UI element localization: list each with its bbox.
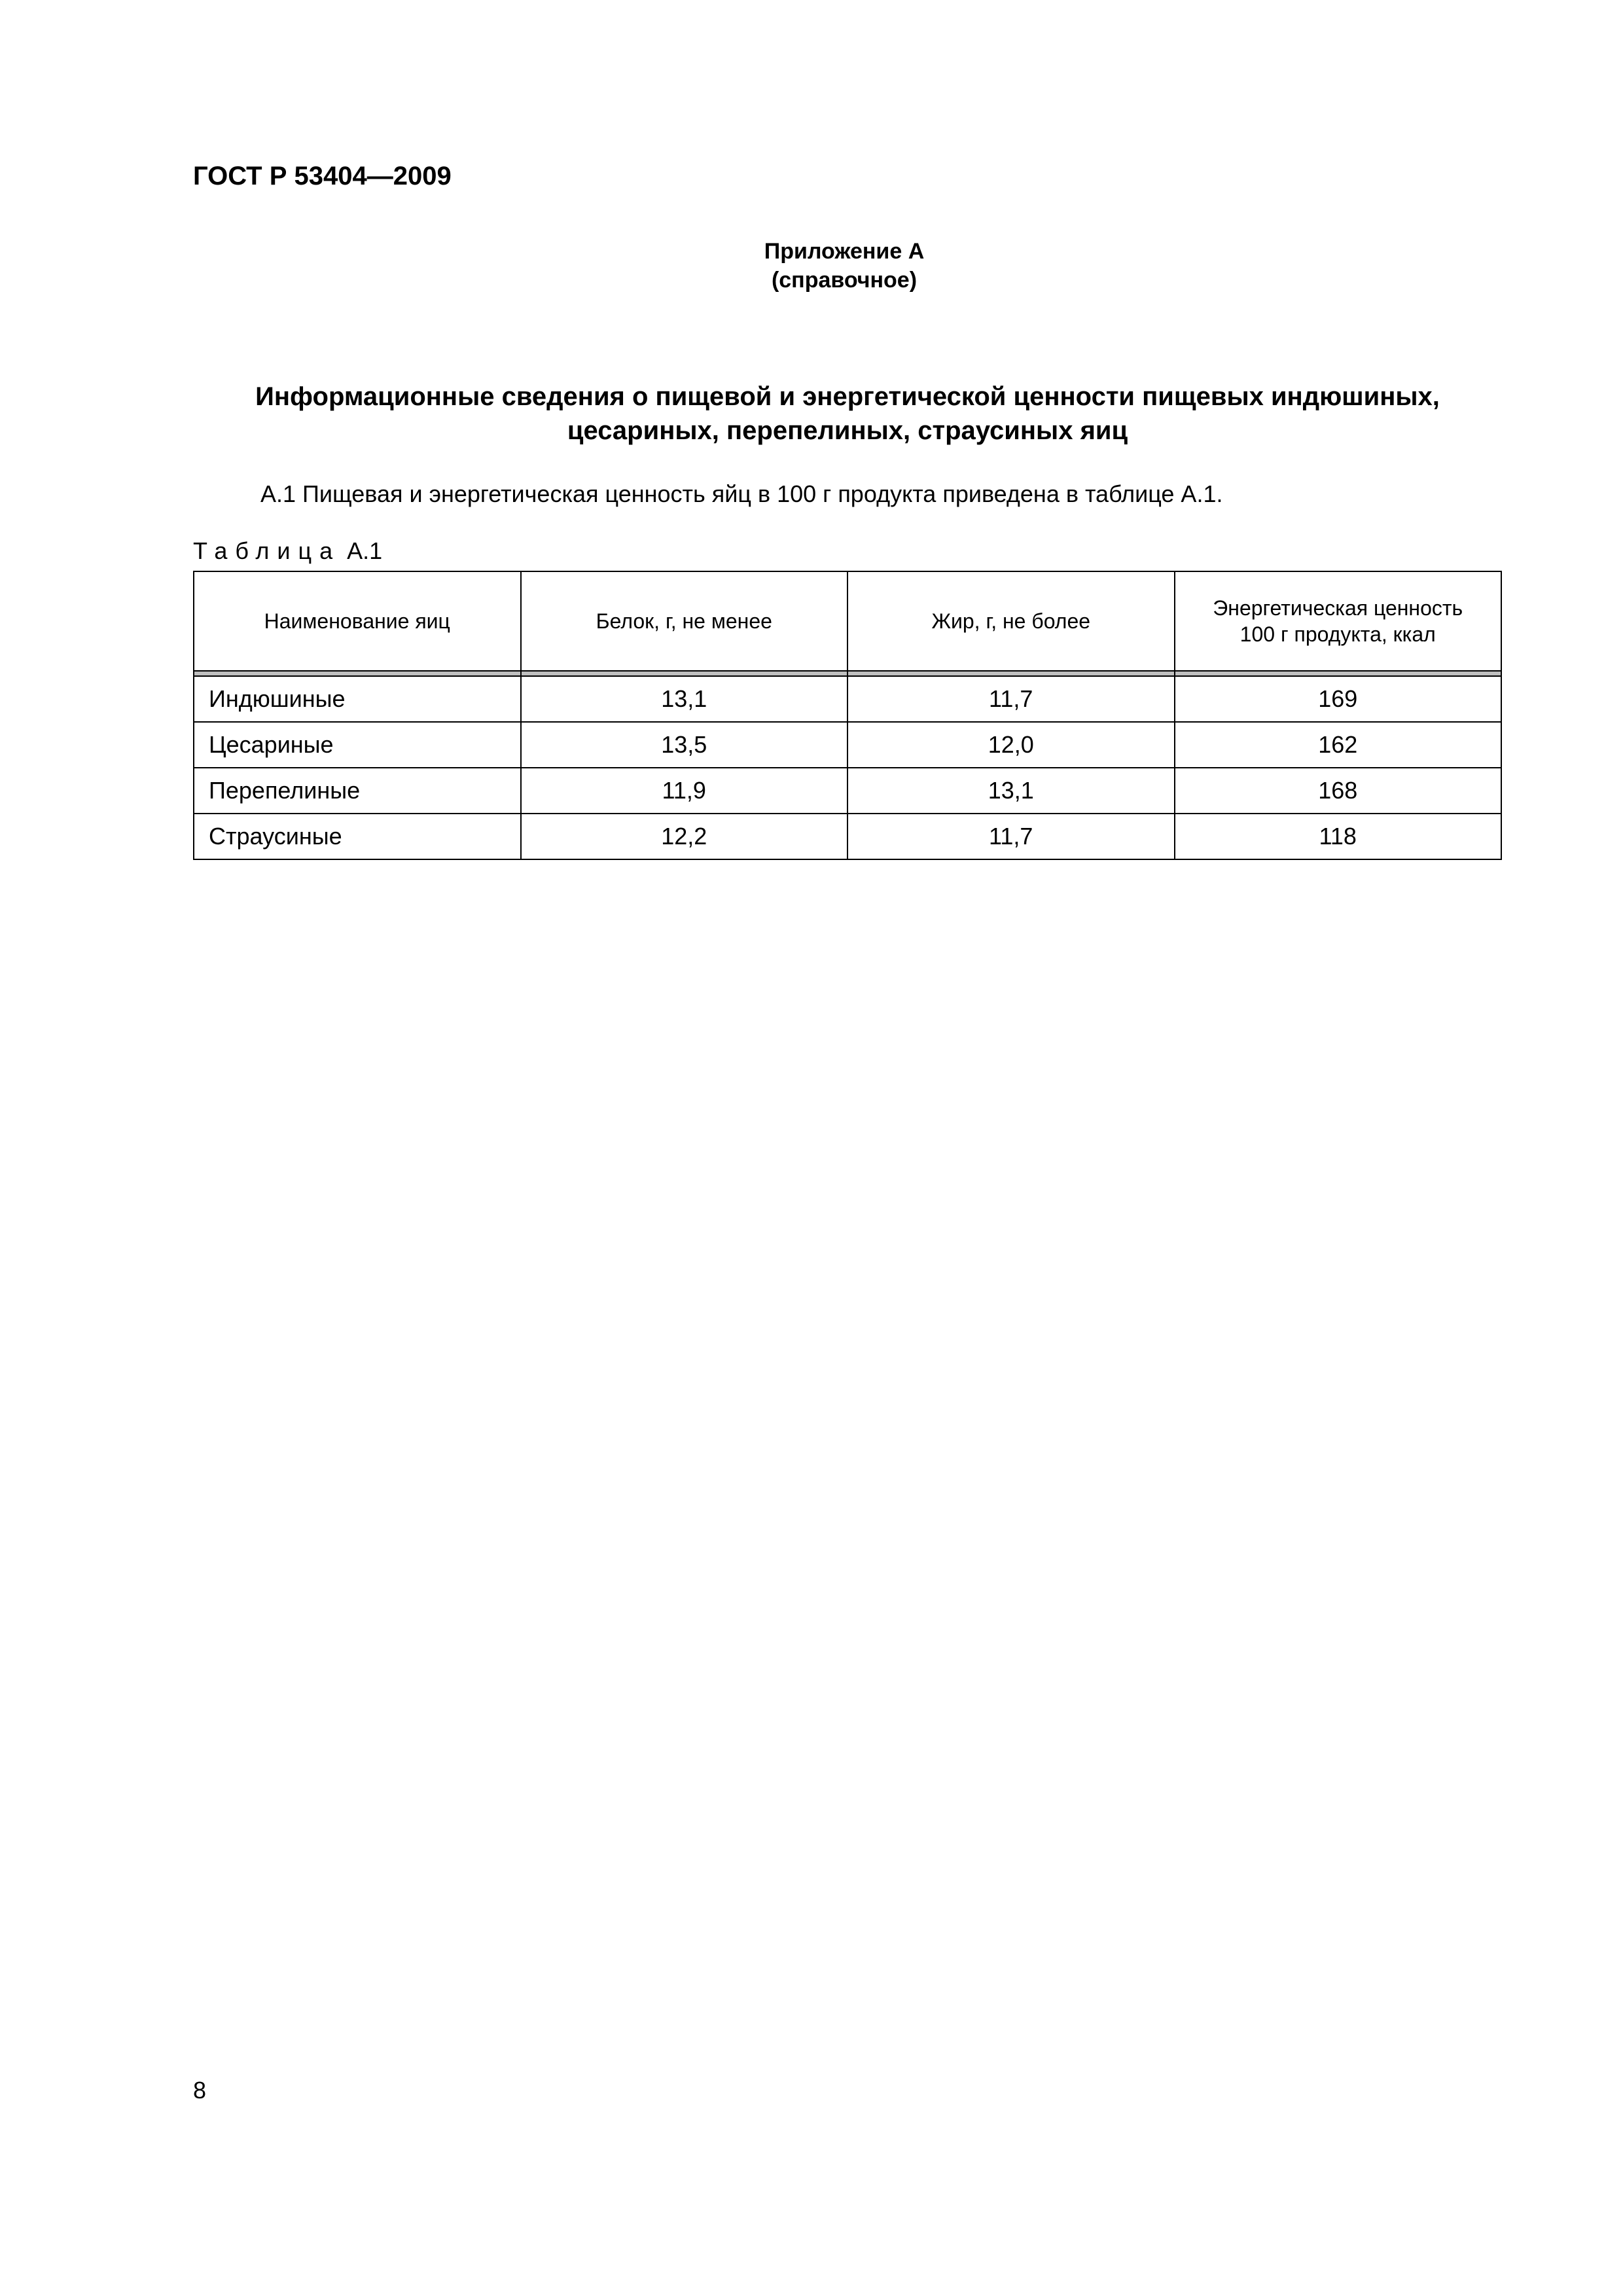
page-number: 8 [193,2077,207,2104]
section-title-line-1: Информационные сведения о пищевой и энергетической ценности пищевых индюшиных, [255,382,1440,411]
fat-cell: 13,1 [847,768,1175,814]
column-header-energy: Энергетическая ценность 100 г продукта, ккал [1175,571,1502,671]
egg-name-cell: Цесариные [194,722,521,768]
table-row [194,768,1501,814]
column-header-egg-name: Наименование яиц [194,571,521,671]
fat-cell: 11,7 [847,814,1175,859]
protein-cell: 13,1 [521,676,848,722]
energy-cell: 118 [1175,814,1502,859]
egg-name-cell: Страусиные [194,814,521,859]
appendix-kind: (справочное) [771,268,918,293]
table-header-row [194,571,1501,671]
table-caption [193,537,382,565]
column-header-protein: Белок, г, не менее [521,571,848,671]
egg-name-cell: Перепелиные [194,768,521,814]
table-row [194,814,1501,859]
energy-cell: 168 [1175,768,1502,814]
body-paragraph: А.1 Пищевая и энергетическая ценность яйц в 100 г продукта приведена в таблице А.1. [260,480,1223,507]
protein-cell: 13,5 [521,722,848,768]
energy-cell: 169 [1175,676,1502,722]
fat-cell: 12,0 [847,722,1175,768]
protein-cell: 12,2 [521,814,848,859]
egg-name-cell: Индюшиные [194,676,521,722]
nutrition-table [193,571,1502,860]
nutrition-table-container [193,571,1502,860]
column-header-fat: Жир, г, не более [847,571,1175,671]
table-row [194,722,1501,768]
table-caption-number: А.1 [347,537,383,564]
appendix-title: Приложение А [764,239,925,264]
section-title-line-2: цесариных, перепелиных, страусиных яиц [567,416,1128,445]
table-row [194,676,1501,722]
header-separator [194,671,1501,676]
table-caption-word: Таблица [193,537,341,564]
fat-cell: 11,7 [847,676,1175,722]
document-code: ГОСТ Р 53404—2009 [193,162,452,190]
energy-cell: 162 [1175,722,1502,768]
protein-cell: 11,9 [521,768,848,814]
